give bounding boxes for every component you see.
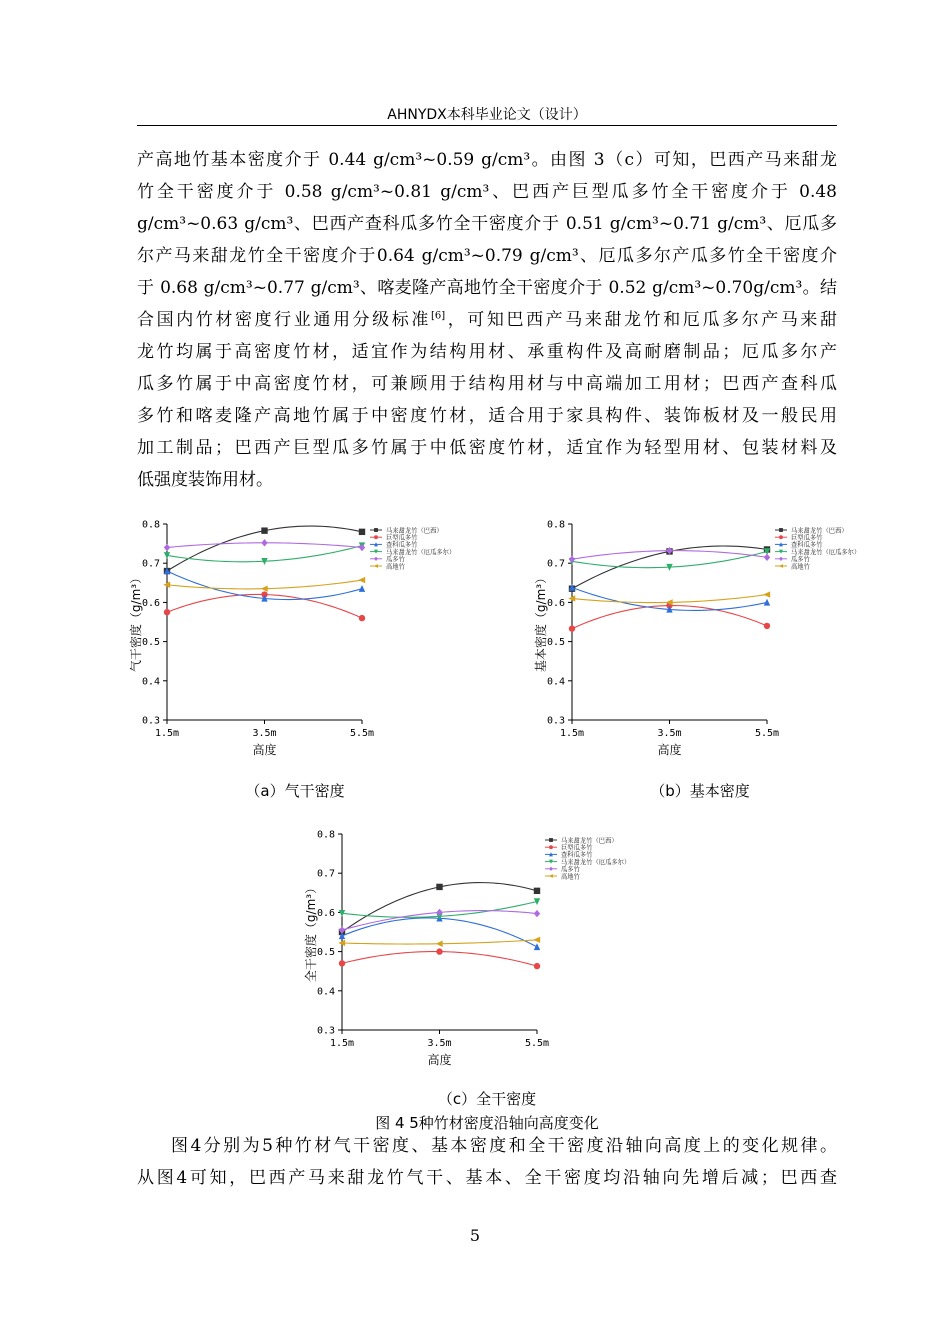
legend-label: 马来甜龙竹（厄瓜多尔） [561, 858, 631, 866]
legend-label: 马来甜龙竹（巴西） [386, 527, 443, 535]
legend-label: 马来甜龙竹（厄瓜多尔） [791, 548, 861, 556]
legend-entry [370, 540, 418, 549]
y-tick-label: 0.3 [141, 715, 160, 727]
y-tick-label: 0.6 [141, 597, 160, 609]
running-header: AHNYDX本科毕业论文（设计） [387, 107, 587, 123]
data-point [764, 554, 770, 561]
data-point [549, 838, 553, 842]
series-5 [164, 539, 365, 551]
data-point [569, 625, 575, 631]
y-tick-label: 0.4 [546, 676, 565, 688]
figure-title: 图 4 5种竹材密度沿轴向高度变化 [375, 1114, 599, 1132]
text-line: 低强度装饰用材。 [137, 470, 273, 490]
legend-label: 高地竹 [791, 563, 810, 571]
data-point [261, 539, 267, 546]
x-tick-label: 1.5m [329, 1038, 355, 1049]
series-6 [568, 591, 770, 605]
legend-entry [545, 871, 581, 880]
legend-entry [775, 533, 823, 542]
legend-entry [545, 864, 581, 873]
legend-label: 巨型瓜多竹 [561, 844, 593, 852]
legend-entry [370, 533, 418, 542]
legend-label: 高地竹 [561, 873, 580, 881]
data-point [764, 599, 770, 606]
data-point [549, 874, 553, 878]
legend-entry [370, 547, 455, 556]
y-tick-label: 0.7 [546, 558, 565, 570]
y-axis-title: 气干密度（g/m³） [129, 571, 143, 673]
series-6 [338, 937, 540, 947]
data-point [779, 564, 783, 568]
data-point [534, 963, 540, 969]
y-tick-label: 0.8 [546, 519, 565, 531]
x-tick-label: 5.5m [524, 1038, 550, 1049]
x-tick-label: 1.5m [154, 728, 180, 739]
chart-oven-dry-density [305, 820, 655, 1070]
legend-entry [545, 850, 593, 859]
legend-label: 瓜多竹 [386, 556, 405, 564]
legend-entry [775, 525, 848, 534]
text-line: 图4分别为5种竹材气干密度、基本密度和全干密度沿轴向高度上的变化规律。 [171, 1136, 837, 1156]
chart-svg [305, 820, 655, 1070]
chart-basic-density [535, 510, 885, 760]
data-point [534, 943, 540, 950]
text-line: 产高地竹基本密度介于 0.44 g/cm³~0.59 g/cm³。由图 3（c）可知，巴西产马来甜龙 [137, 150, 837, 170]
legend-label: 巨型瓜多竹 [386, 534, 418, 542]
paragraph-top [137, 144, 837, 496]
data-point [358, 577, 365, 583]
data-point [534, 888, 540, 894]
caption-c: （c）全干密度 [437, 1090, 537, 1108]
text-line: g/cm³~0.63 g/cm³、巴西产查科瓜多竹全干密度介于 0.51 g/cm³~0.71 g/cm³、厄瓜多 [137, 214, 837, 234]
text-line: 龙竹均属于高密度竹材，适宜作为结构用材、承重构件及高耐磨制品；厄瓜多尔产 [137, 342, 837, 362]
data-point [359, 529, 365, 535]
data-point [261, 527, 267, 533]
data-point [779, 535, 783, 539]
y-tick-label: 0.5 [316, 947, 335, 959]
data-point [549, 845, 553, 849]
y-tick-label: 0.6 [546, 597, 565, 609]
text-line: 从图4可知，巴西产马来甜龙竹气干、基本、全干密度均沿轴向先增后减；巴西查 [137, 1168, 837, 1188]
legend-label: 马来甜龙竹（巴西） [791, 527, 848, 535]
data-point [549, 867, 553, 871]
data-point [533, 937, 540, 943]
legend-entry [370, 554, 406, 563]
data-point [779, 557, 783, 561]
data-point [436, 941, 443, 947]
legend-label: 瓜多竹 [791, 556, 810, 564]
x-axis-title: 高度 [427, 1053, 452, 1067]
text-line: 尔产马来甜龙竹全干密度介于0.64 g/cm³~0.79 g/cm³、厄瓜多尔产瓜多竹全干密度介 [137, 246, 837, 266]
y-tick-label: 0.5 [546, 637, 565, 649]
y-tick-label: 0.7 [316, 868, 335, 880]
data-point [359, 615, 365, 621]
x-tick-label: 3.5m [657, 728, 682, 739]
y-tick-label: 0.4 [141, 676, 160, 688]
y-axis-title: 全干密度（g/m³） [304, 881, 318, 983]
legend-entry [775, 547, 860, 556]
x-tick-label: 5.5m [754, 728, 780, 739]
text-segment: 合国内竹材密度行业通用分级标准 [137, 310, 431, 330]
citation-ref[interactable]: [6] [430, 310, 446, 322]
data-point [764, 623, 770, 629]
legend-label: 马来甜龙竹（厄瓜多尔） [386, 548, 456, 556]
series-5 [569, 547, 770, 563]
chart-svg [535, 510, 885, 760]
x-tick-label: 3.5m [427, 1038, 452, 1049]
y-tick-label: 0.3 [546, 715, 565, 727]
page-number: 5 [469, 1226, 481, 1245]
x-axis-title: 高度 [657, 743, 682, 757]
legend-label: 高地竹 [386, 563, 405, 571]
data-point [374, 557, 378, 561]
data-point [374, 564, 378, 568]
caption-a: （a）气干密度 [245, 782, 345, 800]
chart-svg [130, 510, 480, 760]
text-line: 竹全干密度介于 0.58 g/cm³~0.81 g/cm³、巴西产巨型瓜多竹全干密度介于 0.48 [137, 182, 837, 202]
data-point [436, 948, 442, 954]
y-tick-label: 0.4 [316, 986, 335, 998]
text-line: 多竹和喀麦隆产高地竹属于中密度竹材，适合用于家具构件、装饰板材及一般民用 [137, 406, 837, 426]
data-point [436, 884, 442, 890]
data-point [164, 544, 170, 551]
caption-b: （b）基本密度 [650, 782, 750, 800]
y-tick-label: 0.5 [141, 637, 160, 649]
legend-entry [775, 554, 811, 563]
legend-label: 查科瓜多竹 [791, 541, 823, 549]
y-tick-label: 0.3 [316, 1025, 335, 1037]
data-point [359, 585, 365, 592]
y-tick-label: 0.8 [316, 829, 335, 841]
legend-entry [545, 843, 593, 852]
text-line: 加工制品；巴西产巨型瓜多竹属于中低密度竹材，适宜作为轻型用材、包装材料及 [137, 438, 837, 458]
data-point [763, 591, 770, 597]
paragraph-bottom [137, 1130, 837, 1194]
legend-label: 巨型瓜多竹 [791, 534, 823, 542]
text-line: 瓜多竹属于中高密度竹材，可兼顾用于结构用材与中高端加工用材；巴西产查科瓜 [137, 374, 837, 394]
x-tick-label: 1.5m [559, 728, 585, 739]
legend-label: 查科瓜多竹 [386, 541, 418, 549]
data-point [374, 535, 378, 539]
data-point [534, 910, 540, 917]
legend-entry [545, 857, 630, 866]
series-1 [164, 526, 365, 574]
legend-entry [370, 525, 443, 534]
header-rule [137, 125, 837, 126]
data-point [359, 544, 365, 551]
x-tick-label: 5.5m [349, 728, 375, 739]
y-tick-label: 0.7 [141, 558, 160, 570]
legend-label: 查科瓜多竹 [561, 851, 593, 859]
data-point [339, 960, 345, 966]
series-6 [163, 577, 365, 592]
y-tick-label: 0.8 [141, 519, 160, 531]
data-point [779, 528, 783, 532]
series-2 [339, 948, 540, 969]
text-segment: ，可知巴西产马来甜龙竹和厄瓜多尔产马来甜 [445, 310, 838, 330]
legend-entry [775, 540, 823, 549]
text-line: 于 0.68 g/cm³~0.77 g/cm³、喀麦隆产高地竹全干密度介于 0.52 g/cm³~0.70g/cm³。结 [137, 278, 837, 298]
y-axis-title: 基本密度（g/m³） [534, 571, 548, 673]
text-line [137, 304, 837, 336]
legend-label: 瓜多竹 [561, 866, 580, 874]
data-point [164, 609, 170, 615]
y-tick-label: 0.6 [316, 907, 335, 919]
series-3 [164, 567, 365, 601]
x-tick-label: 3.5m [252, 728, 277, 739]
chart-air-dry-density [130, 510, 480, 760]
legend-entry [370, 561, 406, 570]
legend-entry [775, 561, 811, 570]
data-point [374, 528, 378, 532]
legend-entry [545, 835, 618, 844]
x-axis-title: 高度 [252, 743, 277, 757]
data-point [261, 585, 268, 591]
legend-label: 马来甜龙竹（巴西） [561, 837, 618, 845]
